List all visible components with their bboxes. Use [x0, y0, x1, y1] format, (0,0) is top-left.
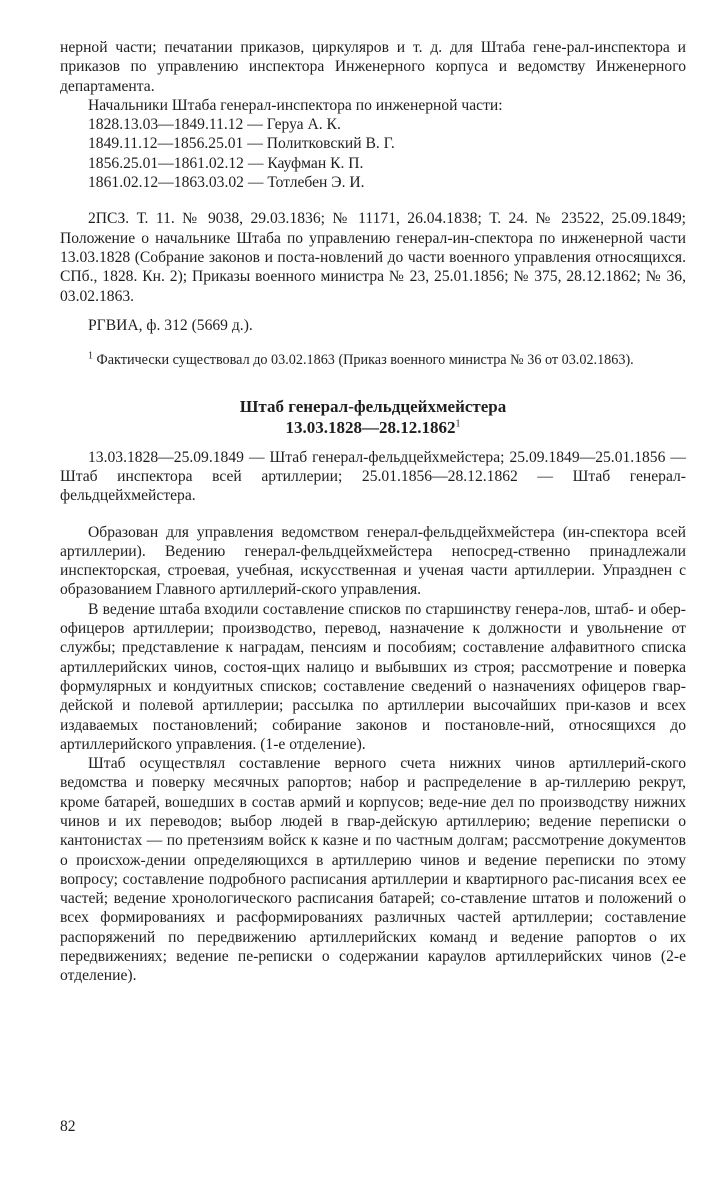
section-title [60, 396, 686, 438]
footnote [88, 352, 686, 370]
footnote-text: Фактически существовал до 03.02.1863 (Приказ военного министра № 36 от 03.02.1863). [96, 352, 634, 369]
section-names-paragraph: 13.03.1828—25.09.1849 — Штаб генерал-фельдцейхмейстера; 25.09.1849—25.01.1856 — Штаб инспектора всей артиллерии; 25.01.1856—28.12.1862 — Штаб генерал-фельдцейхмейстера. [60, 448, 686, 505]
chiefs-list [88, 115, 686, 192]
section-paragraph-2: В ведение штаба входили составление списков по старшинству генера-лов, штаб- и обер-офицеров артиллерии; производство, перевод, назначение к должности и увольнение от службы; представление к наградам, пенсиям и пособиям; составление алфавитного списка артиллерийских чинов, состоя-щих налицо и выбывших из строя; рассмотрение и поверка формулярных и кондуитных списков; составление сведений о назначениях офицеров гвар-дейской и полевой артиллерии; рассылка по артиллерии высочайших при-казов и всех издаваемых постановлений; собирание законов и постановле-ний, относящихся до артиллерийского управления. (1-е отделение). [60, 600, 686, 753]
section-title-note: 1 [455, 418, 461, 429]
section-title-line2 [60, 417, 686, 438]
chief-entry: 1849.11.12—1856.25.01 — Политковский В. Г. [88, 135, 395, 153]
chief-entry: 1856.25.01—1861.02.12 — Кауфман К. П. [88, 154, 364, 172]
section-title-line1: Штаб генерал-фельдцейхмейстера [239, 396, 507, 416]
footnote-mark: 1 [88, 350, 93, 362]
section-title-dates: 13.03.1828—28.12.1862 [285, 417, 456, 437]
continuation-paragraph: нерной части; печатании приказов, циркуляров и т. д. для Штаба гене-рал-инспектора и приказов по управлению инспектора Инженерного корпуса и ведомству Инженерного департамента. [60, 39, 686, 95]
page-number: 82 [60, 1118, 76, 1135]
section-paragraph-3: Штаб осуществлял составление верного счета нижних чинов артиллерий-ского ведомства и поверку месячных рапортов; набор и распределение в ар-тиллерию рекрут, кроме батарей, вошедших в состав армий и корпусов; веде-ние дел по производству нижних чинов и их переводов; выбор людей в гвар-дейскую артиллерию; ведение переписки о кантонистах — по претензиям войск к казне и по частным долгам; рассмотрение документов о происхож-дении определяющихся в артиллерию чинов и ведение переписки по этому вопросу; составление подробного расписания артиллерии и квартирного рас-писания всех ее частей; ведение хронологического расписания батарей; со-ставление штатов и положений о всех формированиях и расформированиях различных частей артиллерии; составление распоряжений по передвижению артиллерийских команд и ведение рапортов о их передвижениях; ведение пе-реписки о содержании караулов артиллерийских чинов (2-е отделение). [60, 755, 686, 985]
chief-entry: 1828.13.03—1849.11.12 — Геруа А. К. [88, 116, 341, 134]
page-body [60, 38, 686, 986]
section-paragraph-1: Образован для управления ведомством генерал-фельдцейхмейстера (ин-спектора всей артиллерии). Ведению генерал-фельдцейхмейстера непосред-ственно принадлежали инспекторская, строевая, учебная, искусственная и ученая части артиллерии. Упразднен с образованием Главного артиллерий-ского управления. [60, 523, 686, 599]
chief-entry: 1861.02.12—1863.03.02 — Тотлебен Э. И. [88, 174, 365, 192]
archive-reference: РГВИА, ф. 312 (5669 д.). [88, 316, 253, 334]
chiefs-heading: Начальники Штаба генерал-инспектора по инженерной части: [88, 96, 503, 114]
sources-paragraph: 2ПСЗ. Т. 11. № 9038, 29.03.1836; № 11171, 26.04.1838; Т. 24. № 23522, 25.09.1849; Положение о начальнике Штаба по управлению генерал-ин-спектора по инженерной части 13.03.1828 (Собрание законов и поста-новлений до части военного управления относящихся. СПб., 1828. Кн. 2); Приказы военного министра № 23, 25.01.1856; № 375, 28.12.1862; № 36, 03.02.1863. [60, 210, 686, 305]
